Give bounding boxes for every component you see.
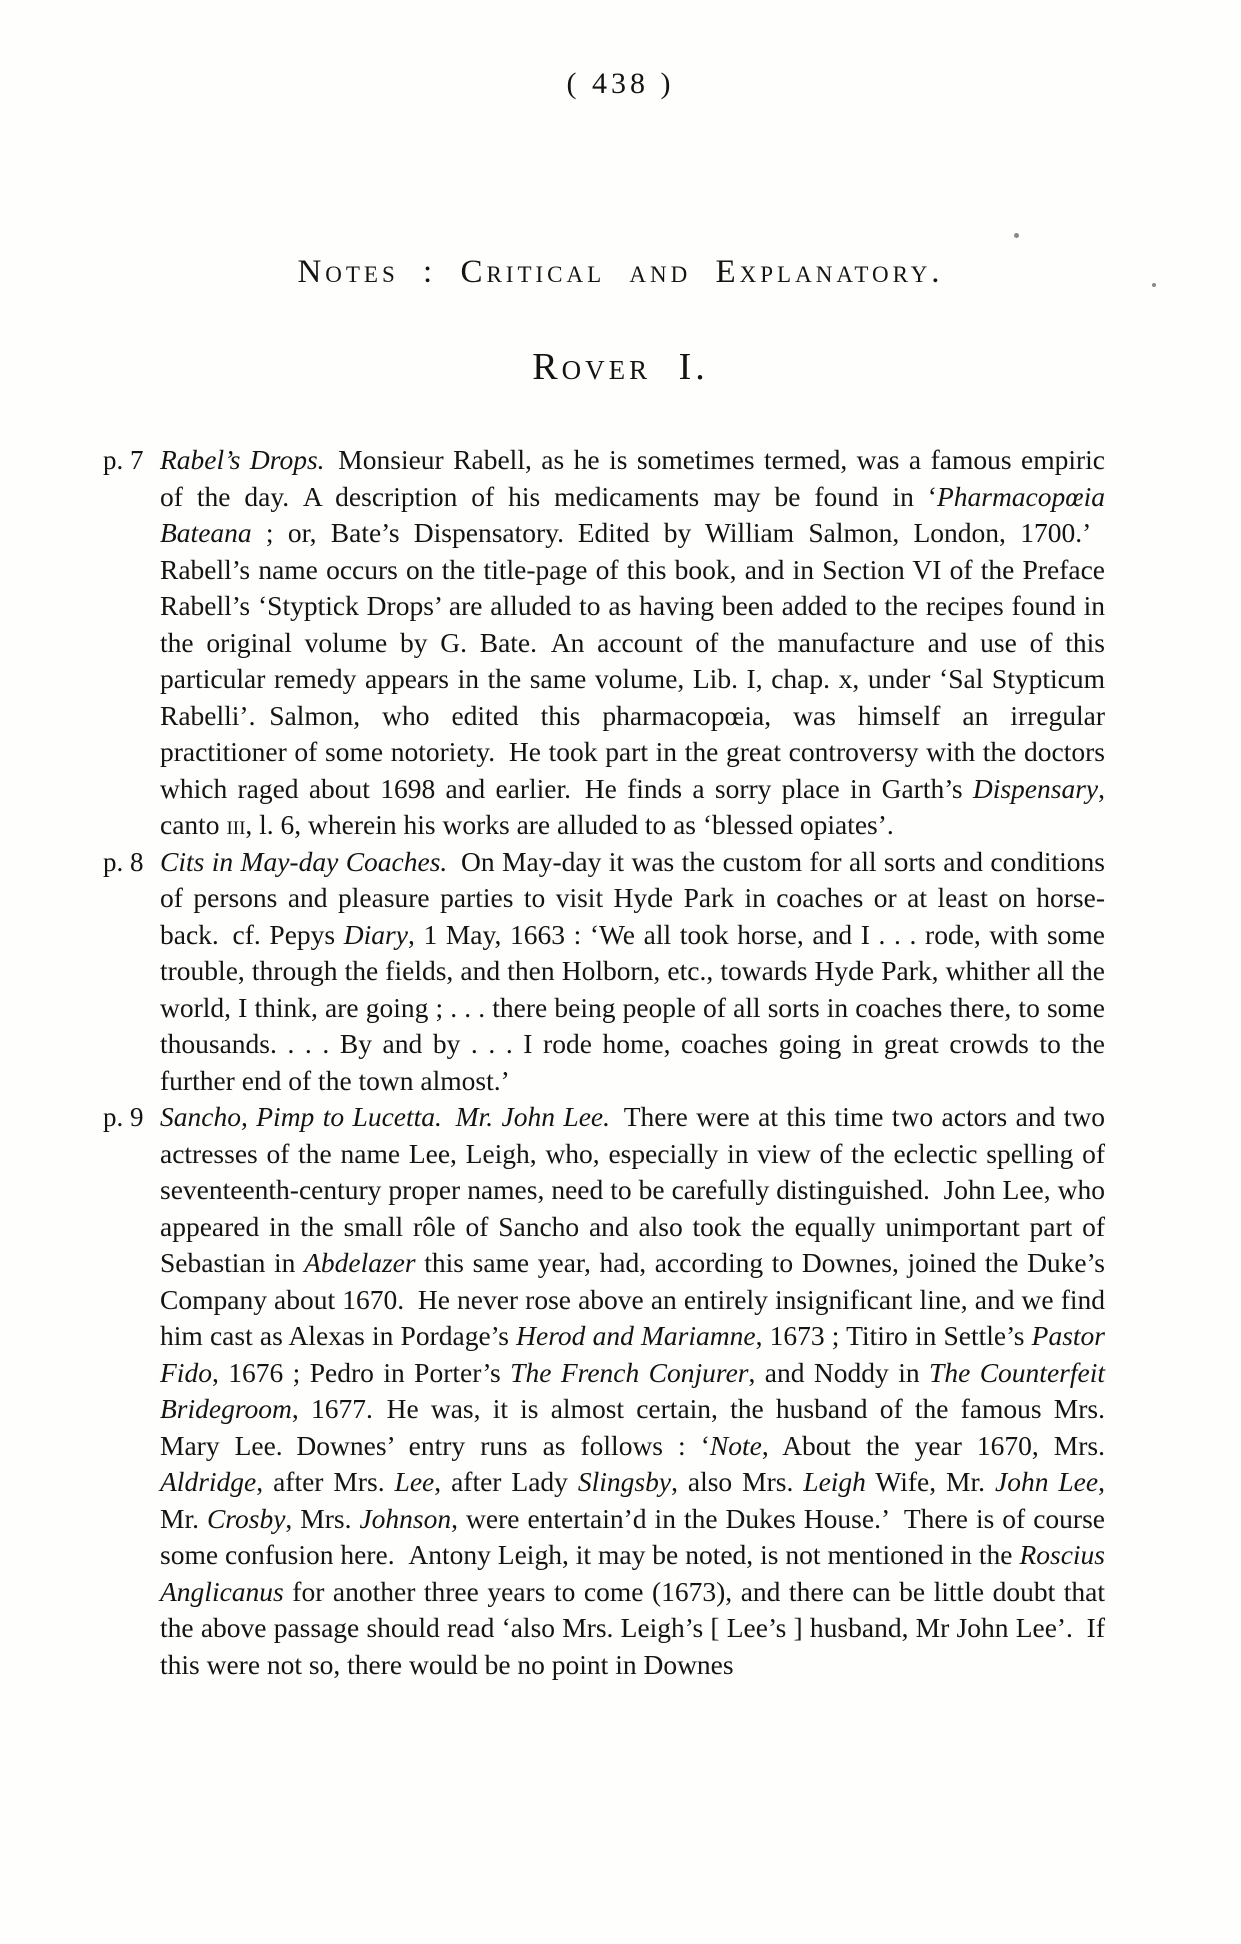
note-text-segment: Sancho, Pimp to Lucetta. Mr. John Lee. (160, 1101, 610, 1132)
note-text-segment: The Counterfeit Bridegroom (160, 1356, 1105, 1424)
notes-list (103, 442, 1105, 1683)
note-text-segment: , 1 May, 1663 : ‘We all took horse, and I . . . rode, with some trouble, through the fields, and then Holborn, etc., towards Hyde Park, whither all the world, I think, are going ; . . . there being people of all sorts in coaches there, to some thousands. . . . By and by . . . I rode home, coaches going in great crowds to the further end of the town almost.’ (160, 918, 1105, 1096)
note-text-segment: , after Mrs. (256, 1466, 395, 1497)
note-text-segment: Slingsby (577, 1466, 672, 1497)
note-text (160, 1099, 1105, 1683)
note-text-segment: Pastor Fido (160, 1320, 1105, 1388)
note-text-segment: John Lee (994, 1466, 1099, 1497)
ink-speck (1152, 283, 1156, 287)
note-text (160, 844, 1105, 1100)
note-text-segment: , and Noddy in (748, 1356, 930, 1388)
note-text-segment: iii (226, 809, 246, 840)
note-text-segment: Leigh (803, 1466, 866, 1497)
note-text-segment: Herod and Mariamne (516, 1320, 756, 1351)
note-text-segment: ; or, Bate’s Dispensatory. Edited by William Salmon, London, 1700.’ Rabell’s name occurs on the title-page of this book, and in Section VI of the Preface Rabell’s ‘Styptick Drops’ are alluded to as having been added to the recipes found in the original volume by G. Bate. An account of the manufacture and use of this particular remedy appears in the same volume, Lib. I, chap. x, under ‘Sal Stypticum Rabelli’. Salmon, who edited this pharmacopœia, was himself an irregular practitioner of some notoriety. He took part in the great controversy with the doctors which raged about 1698 and earlier. He finds a sorry place in Garth’s (160, 517, 1105, 804)
section-title: Rover I. (532, 346, 709, 388)
ink-speck (1014, 233, 1019, 238)
note-text-segment: Johnson (359, 1502, 452, 1534)
note-text-segment: Abdelazer (304, 1247, 416, 1278)
note-text-segment: , after Lady (434, 1466, 578, 1497)
note-text-segment: Crosby (206, 1502, 286, 1534)
note-text-segment: Monsieur Rabell, as he is sometimes termed, was a famous empiric of the day. A description of his medicaments may be found in ‘ (160, 444, 1106, 512)
note-text-segment: , Mrs. (285, 1502, 360, 1534)
note-text-segment: , were entertain’d in the Dukes House.’ There is of course some confusion here. Antony Leigh, it may be noted, is not mentioned in the (160, 1502, 1105, 1570)
note-entry (103, 1099, 1105, 1683)
note-text-segment: Dispensary (972, 772, 1099, 804)
note-text-segment: , 1677. He was, it is almost certain, the husband of the famous Mrs. Mary Lee. Downes’ entry runs as follows : ‘ (160, 1393, 1105, 1461)
note-entry (103, 442, 1105, 844)
note-text-segment: Pharmacopœia Bateana (160, 480, 1105, 548)
note-text-segment: Diary (343, 918, 408, 950)
note-text (160, 442, 1105, 844)
note-page-label: p. 7 (103, 445, 144, 475)
note-text-segment: Aldridge (160, 1466, 257, 1497)
note-page-label: p. 9 (103, 1102, 144, 1132)
note-text-segment: , 1676 ; Pedro in Porter’s (211, 1356, 511, 1388)
note-text-segment: There were at this time two actors and two actresses of the name Lee, Leigh, who, especially in view of the eclectic spelling of seventeenth-century proper names, need to be carefully distinguished. John Lee, who appeared in the small rôle of Sancho and also took the equally unimportant part of Sebastian in (160, 1101, 1105, 1278)
note-text-segment: for another three years to come (1673), and there can be little doubt that the above passage should read ‘also Mrs. Leigh’s [ Lee’s ] husband, Mr John Lee’. If this were not so, there would be no point in Downes (160, 1575, 1105, 1680)
note-text-segment: On May-day it was the custom for all sorts and conditions of persons and pleasure parties to visit Hyde Park in coaches or at least on horse-back. cf. Pepys (160, 845, 1105, 950)
page-number: ( 438 ) (566, 67, 675, 100)
note-text-segment: Note (709, 1429, 762, 1461)
note-text-segment: , About the year 1670, Mrs. (761, 1429, 1105, 1461)
note-text-segment: Roscius Anglicanus (160, 1539, 1105, 1607)
note-text-segment: Wife, Mr. (865, 1466, 995, 1497)
note-entry (103, 844, 1105, 1100)
note-text-segment: , Mr. (160, 1466, 1105, 1534)
note-text-segment: , l. 6, wherein his works are alluded to as ‘blessed opiates’. (245, 809, 894, 840)
note-text-segment: Cits in May-day Coaches. (160, 845, 448, 877)
note-text-segment: Lee (394, 1466, 435, 1497)
note-text-segment: , 1673 ; Titiro in Settle’s (755, 1320, 1032, 1351)
note-page-label: p. 8 (103, 846, 144, 877)
note-text-segment: , canto (160, 772, 1105, 840)
note-text-segment: this same year, had, according to Downes, joined the Duke’s Company about 1670. He never rose above an entirely insignificant line, and we find him cast as Alexas in Pordage’s (160, 1247, 1105, 1351)
note-text-segment: , also Mrs. (671, 1466, 804, 1497)
page-title: Notes : Critical and Explanatory. (297, 254, 944, 290)
note-text-segment: Rabel’s Drops. (160, 444, 325, 475)
note-text-segment: The French Conjurer (510, 1356, 749, 1388)
